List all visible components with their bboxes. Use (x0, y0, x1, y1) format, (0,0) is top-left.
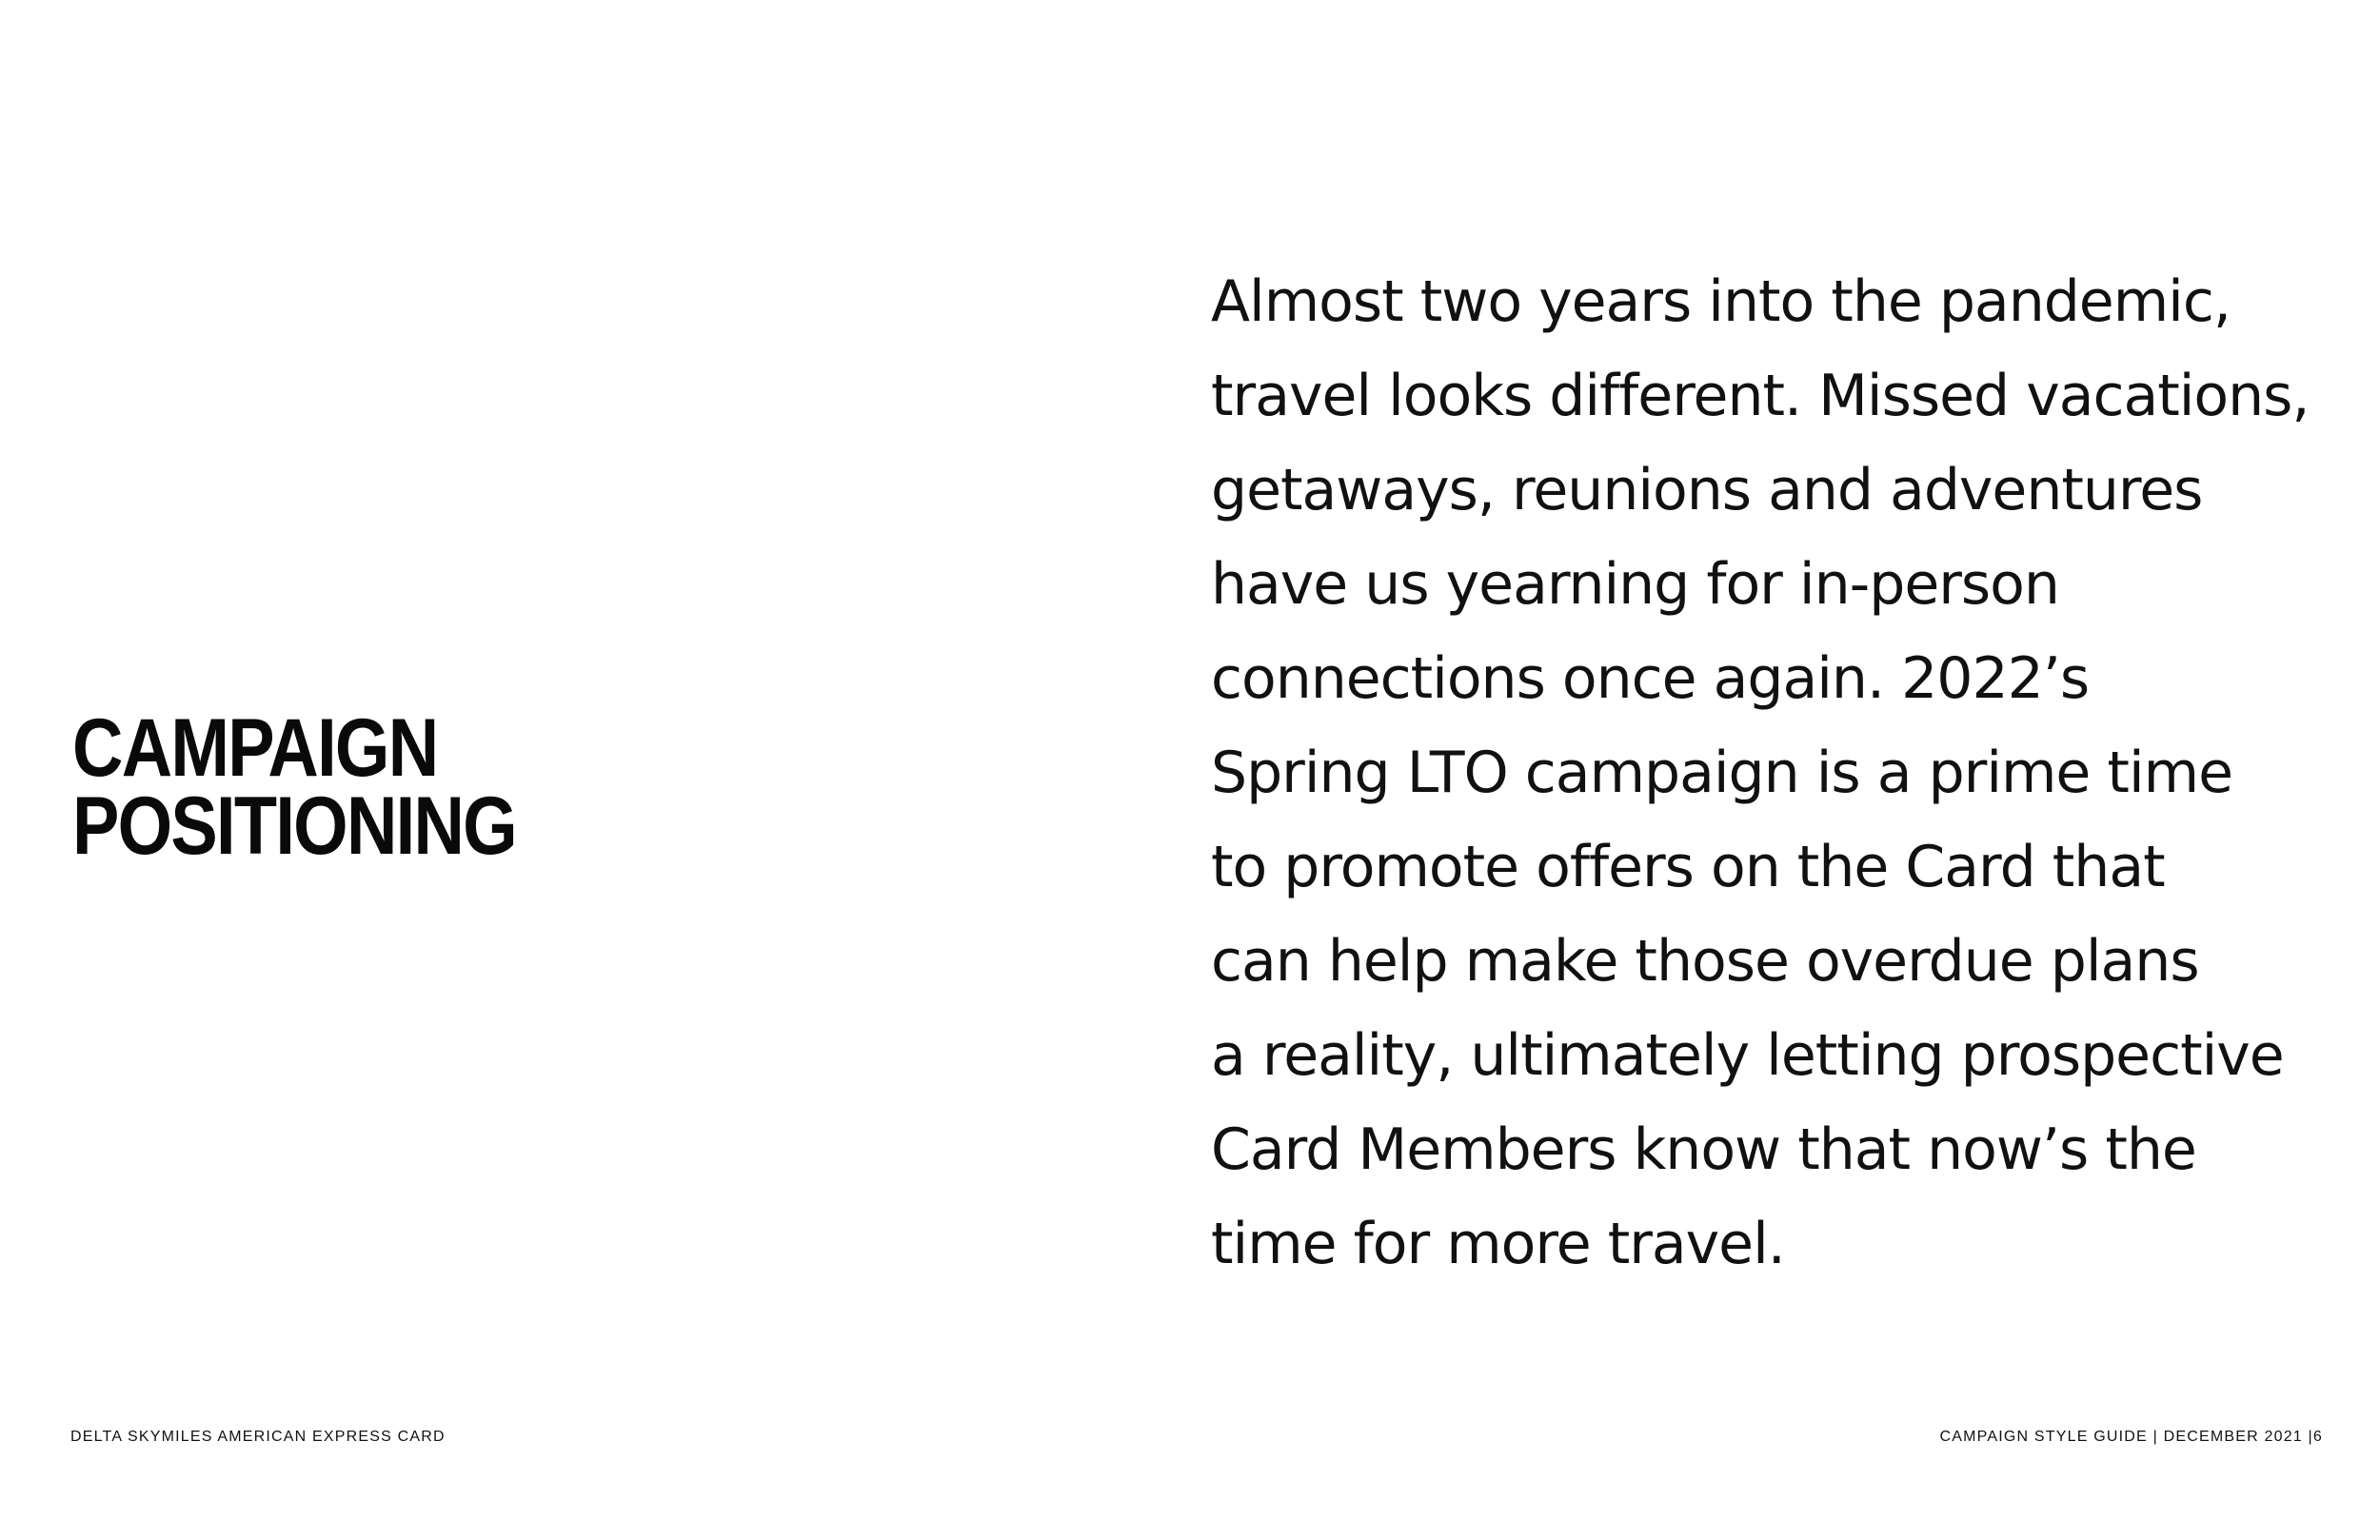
body-line: getaways, reunions and adventures (1211, 457, 2203, 523)
body-line: travel looks different. Missed vacations, (1211, 363, 2310, 429)
body-line: to promote offers on the Card that (1211, 834, 2165, 900)
body-line: Card Members know that now’s the (1211, 1116, 2196, 1183)
body-line: can help make those overdue plans (1211, 928, 2199, 995)
body-line: have us yearning for in-person (1211, 551, 2059, 618)
body-line: time for more travel. (1211, 1211, 1785, 1277)
body-line: Spring LTO campaign is a prime time (1211, 740, 2232, 806)
page-title (72, 702, 516, 872)
body-line: Almost two years into the pandemic, (1211, 268, 2231, 335)
page-title-line-1: CAMPAIGN (72, 702, 438, 794)
body-paragraph (1211, 255, 2334, 1292)
footer-guide-page-number: CAMPAIGN STYLE GUIDE | DECEMBER 2021 |6 (1939, 1429, 2323, 1445)
footer-brand-label: DELTA SKYMILES AMERICAN EXPRESS CARD (70, 1429, 446, 1445)
body-line: a reality, ultimately letting prospective (1211, 1022, 2284, 1089)
body-line: connections once again. 2022’s (1211, 645, 2090, 712)
page-title-line-2: POSITIONING (72, 780, 516, 872)
